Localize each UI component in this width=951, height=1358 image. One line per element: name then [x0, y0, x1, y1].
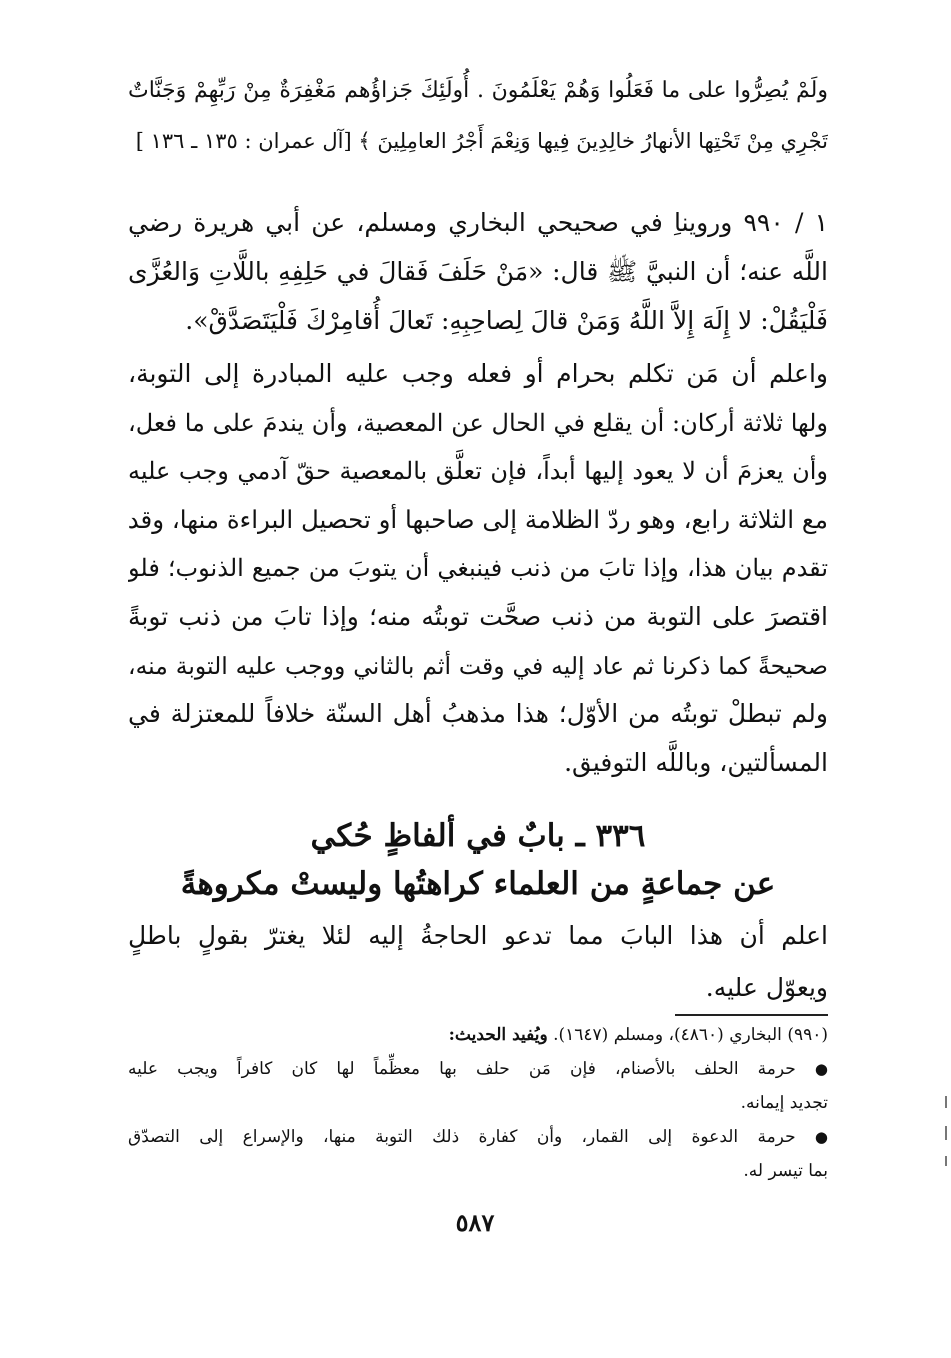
explanation-paragraph [128, 350, 828, 787]
chapter-heading-line-2: عن جماعةٍ من العلماء كراهتُها وليستْ مكروهةً [180, 866, 776, 902]
intro-line: اعلم أن هذا البابَ مما تدعو الحاجةُ إليه لئلا يغترّ بقولٍ باطلٍ [128, 921, 828, 950]
explanation-line: تقدم بيان هذا، وإذا تابَ من ذنب فينبغي أن يتوبَ من جميع الذنوب؛ فلو [128, 554, 828, 583]
footnote-bullet-1-cont: تجديد إيمانه. [740, 1093, 828, 1113]
verse-line: تَجْرِي مِنْ تَحْتِها الأنهارُ خالِدِينَ فِيها وَنِعْمَ أَجْرُ العامِلِينَ ﴾ [آل عمران : ١٣٥ ـ ١٣٦ ] [135, 129, 828, 153]
hadith-line: اللَّه عنه؛ أن النبيَّ ﷺ قال: «مَنْ حَلَفَ فَقالَ في حَلِفِهِ باللَّاتِ وَالعُزَّى [128, 257, 828, 286]
footnote-benefit-label: ويُفيد الحديث: [448, 1025, 548, 1045]
explanation-line: وأن يعزمَ أن لا يعود إليها أبداً، فإن تعلَّق بالمعصية حقّ آدمي وجب عليه [128, 457, 828, 486]
footnote-ref-text: (٩٩٠) البخاري (٤٨٦٠)، ومسلم (١٦٤٧). [553, 1025, 828, 1045]
verse-line: ولَمْ يُصِرُّوا على ما فَعَلُوا وَهُمْ يَعْلَمُونَ . أُولَئِكَ جَزاؤُهم مَغْفِرَةٌ مِنْ رَبِّهِمْ وَجَنَّاتٌ [128, 78, 828, 103]
explanation-line: المسألتين، وباللَّه التوفيق. [564, 747, 828, 777]
explanation-line: ولها ثلاثة أركان: أن يقلع في الحال عن المعصية، وأن يندمَ على ما فعل، [128, 408, 828, 437]
footnote-bullet-1 [128, 1052, 828, 1086]
footnote-bullet-2 [128, 1120, 828, 1154]
bullet-icon: ● [814, 1060, 828, 1078]
footnote-divider [675, 1014, 828, 1016]
scan-artifact [945, 1096, 947, 1108]
quran-verse-block [128, 66, 828, 166]
footnote-bullet-2-cont: بما تيسر له. [743, 1161, 828, 1181]
explanation-line: صحيحةً كما ذكرنا ثم عاد إليه في وقت أثم بالثاني ووجب عليه التوبة منه، [128, 651, 828, 680]
explanation-line: اقتصرَ على التوبة من ذنب صحَّت توبتُه منه؛ وإذا تابَ من ذنب توبةً [128, 601, 828, 631]
footnote-reference [128, 1018, 828, 1052]
hadith-paragraph [128, 198, 828, 345]
bullet-icon: ● [814, 1128, 828, 1146]
footnotes [128, 1018, 828, 1188]
scan-artifact [945, 1156, 947, 1166]
page-number: ٥٨٧ [455, 1208, 495, 1237]
scan-artifact [945, 1126, 947, 1140]
footnote-bullet-text: حرمة الدعوة إلى القمار، وأن كفارة ذلك التوبة منها، والإسراع إلى التصدّق [128, 1127, 796, 1147]
footnote-bullet-text: حرمة الحلف بالأصنام، فإن مَن حلف بها معظِّماً لها كان كافراً ويجب عليه [128, 1059, 796, 1079]
chapter-heading-line-1: ٣٣٦ ـ بابٌ في ألفاظٍ حُكي [310, 818, 646, 854]
intro-line: ويعوّل عليه. [705, 973, 828, 1002]
intro-paragraph [128, 910, 828, 1014]
chapter-heading [128, 812, 828, 908]
explanation-line: ولم تبطلْ توبتُه من الأوّل؛ هذا مذهبُ أهل السنّة خلافاً للمعتزلة في [128, 699, 828, 729]
explanation-line: مع الثلاثة رابع، وهو ردّ الظلامة إلى صاحبها أو تحصيل البراءة منها، وقد [128, 504, 828, 534]
hadith-line: ١ / ٩٩٠ ورويناِ في صحيحي البخاري ومسلم، عن أبي هريرة رضي [128, 208, 828, 237]
explanation-line: واعلم أن مَن تكلم بحرام أو فعله وجب عليه المبادرة إلى التوبة، [128, 359, 828, 388]
hadith-line: فَلْيَقُلْ: لا إِلَهَ إِلاَّ اللَّهُ وَمَنْ قالَ لِصاحِبِهِ: تَعالَ أُقامِرْكَ فَلْيَتَصَدَّقْ». [185, 306, 828, 335]
